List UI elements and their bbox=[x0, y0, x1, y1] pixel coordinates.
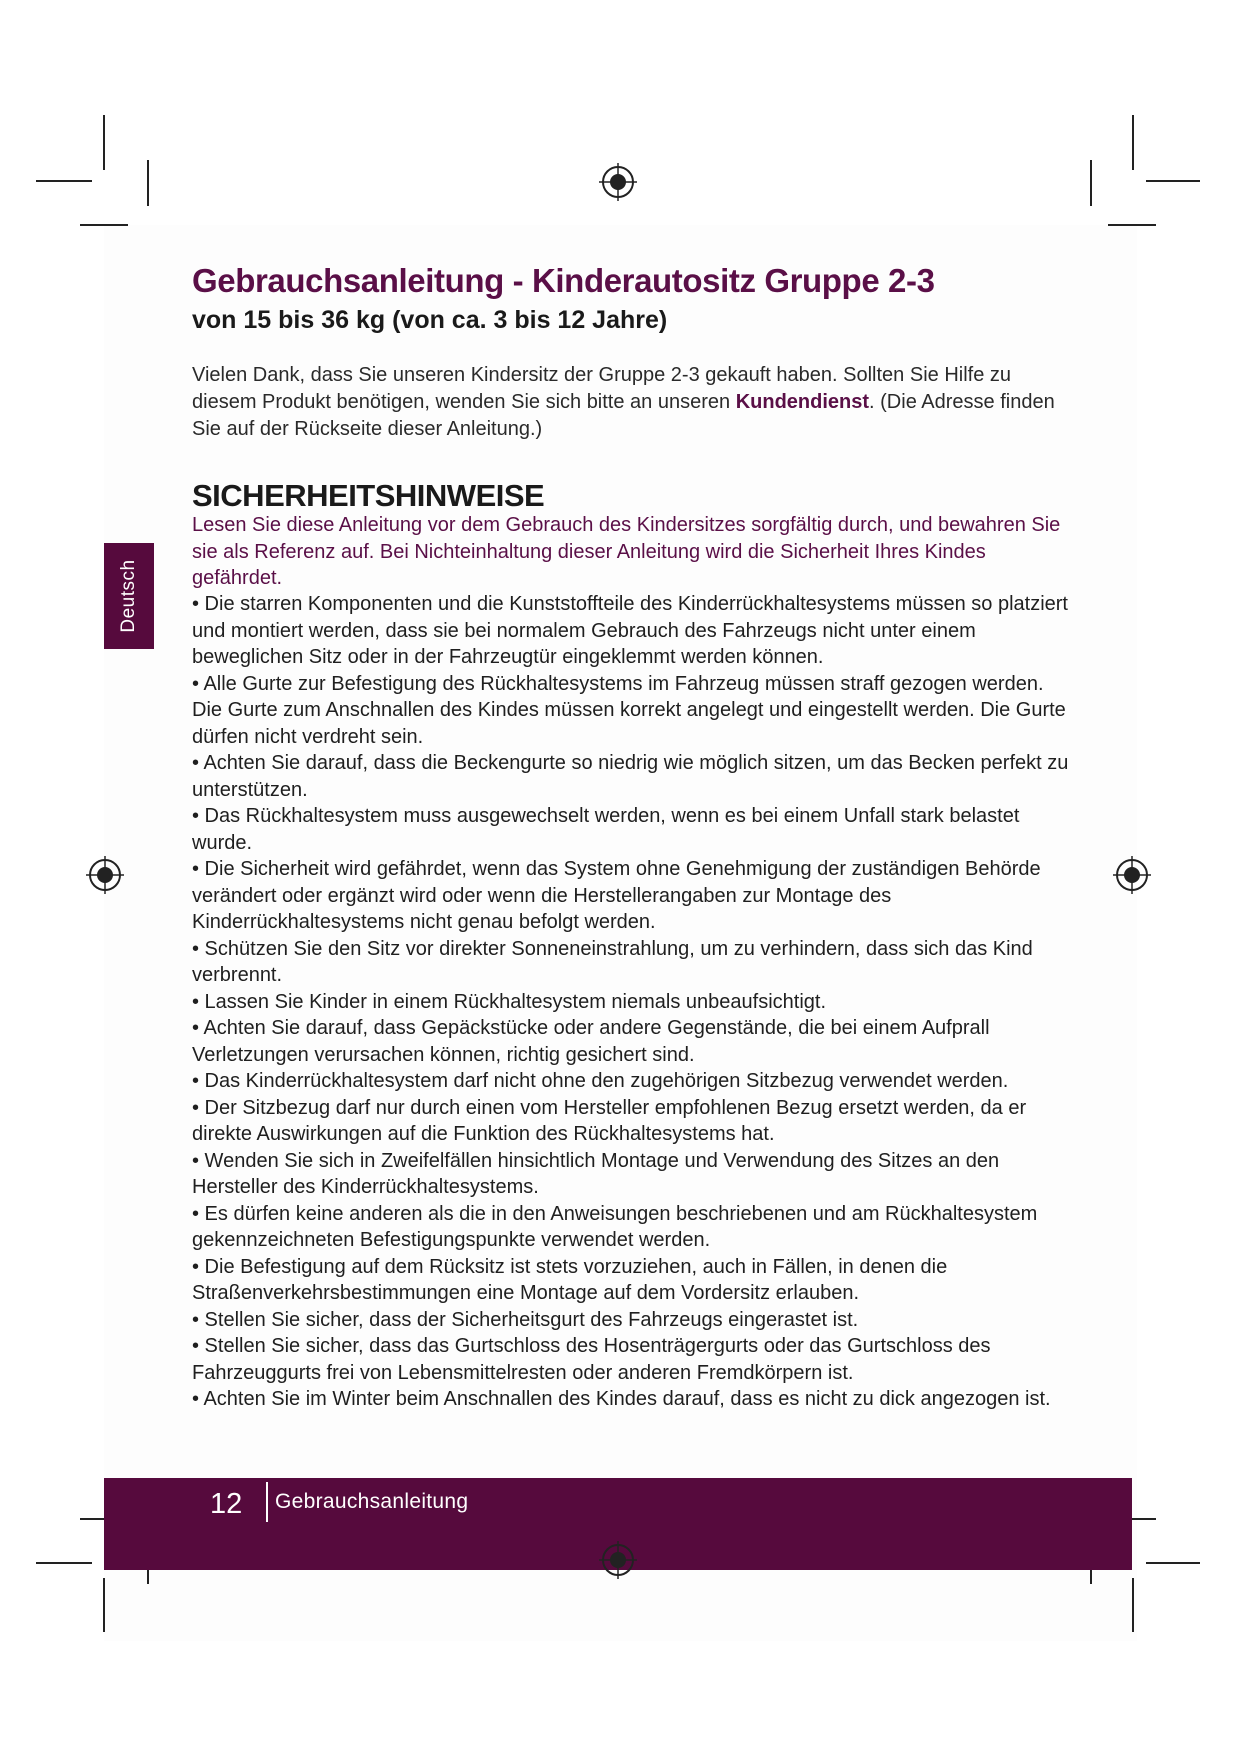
footer-divider bbox=[266, 1482, 268, 1522]
list-item: • Das Kinderrückhaltesystem darf nicht ohne den zugehörigen Sitzbezug verwendet werden. bbox=[192, 1070, 1009, 1092]
language-tab bbox=[104, 543, 154, 649]
list-item: • Stellen Sie sicher, dass das Gurtschloss des Hosenträgergurts oder das Gurtschloss des Fahrzeuggurts frei von Lebensmittelresten oder anderen Fremdkörpern ist. bbox=[192, 1335, 991, 1384]
crop-mark bbox=[1108, 224, 1156, 226]
crop-mark bbox=[36, 180, 92, 182]
list-item: • Achten Sie darauf, dass Gepäckstücke oder andere Gegenstände, die bei einem Aufprall Verletzungen verursachen können, richtig gesichert sind. bbox=[192, 1017, 990, 1066]
crop-mark bbox=[1146, 180, 1200, 182]
language-tab-label: Deutsch bbox=[118, 559, 139, 633]
list-item: • Achten Sie im Winter beim Anschnallen des Kindes darauf, dass es nicht zu dick angezogen ist. bbox=[192, 1388, 1051, 1410]
crop-mark bbox=[1090, 160, 1092, 206]
customer-service-link: Kundendienst bbox=[735, 391, 870, 413]
crop-mark bbox=[1132, 115, 1134, 170]
registration-mark-icon bbox=[1112, 855, 1152, 895]
registration-mark-icon bbox=[598, 1540, 638, 1580]
intro-paragraph bbox=[192, 362, 1072, 443]
list-item: • Die starren Komponenten und die Kunststoffteile des Kinderrückhaltesystems müssen so platziert und montiert werden, dass sie bei normalem Gebrauch des Fahrzeugs nicht unter einem beweglichen Sitz oder in der Fahrzeugtür eingeklemmt werden können. bbox=[192, 593, 1068, 668]
crop-mark bbox=[147, 160, 149, 206]
intro-text-end: . (Die Adresse finden Sie auf der Rückseite dieser Anleitung.) bbox=[192, 391, 1055, 440]
intro-text: Vielen Dank, dass Sie unseren Kindersitz der Gruppe 2-3 gekauft haben. Sollten Sie Hilfe zu diesem Produkt benötigen, wenden Sie sich bitte an unseren bbox=[192, 364, 1012, 413]
safety-heading: SICHERHEITSHINWEISE bbox=[192, 478, 545, 513]
list-item: • Die Sicherheit wird gefährdet, wenn das System ohne Genehmigung der zuständigen Behörde verändert oder ergänzt wird oder wenn die Herstellerangaben zur Montage des Kinderrückhaltesystems nicht genau befolgt werden. bbox=[192, 858, 1041, 933]
crop-mark bbox=[80, 224, 128, 226]
footer-label: Gebrauchsanleitung bbox=[275, 1490, 469, 1513]
list-item: • Die Befestigung auf dem Rücksitz ist stets vorzuziehen, auch in Fällen, in denen die Straßenverkehrsbestimmungen eine Montage auf dem Vordersitz erlauben. bbox=[192, 1255, 948, 1304]
list-item: • Achten Sie darauf, dass die Beckengurte so niedrig wie möglich sitzen, um das Becken perfekt zu unterstützen. bbox=[192, 752, 1069, 801]
crop-mark bbox=[1132, 1578, 1134, 1632]
list-item: • Wenden Sie sich in Zweifelfällen hinsichtlich Montage und Verwendung des Sitzes an den Hersteller des Kinderrückhaltesystems. bbox=[192, 1149, 1000, 1198]
registration-mark-icon bbox=[85, 855, 125, 895]
list-item: • Stellen Sie sicher, dass der Sicherheitsgurt des Fahrzeugs eingerastet ist. bbox=[192, 1308, 859, 1331]
safety-list bbox=[192, 591, 1072, 1413]
list-item: • Schützen Sie den Sitz vor direkter Sonneneinstrahlung, um zu verhindern, dass sich das Kind verbrennt. bbox=[192, 937, 1033, 986]
list-item: • Alle Gurte zur Befestigung des Rückhaltesystems im Fahrzeug müssen straff gezogen werden. Die Gurte zum Anschnallen des Kindes müssen korrekt angelegt und eingestellt werden. Die Gurte dürfen nicht verdreht sein. bbox=[192, 672, 1066, 748]
crop-mark bbox=[103, 1578, 105, 1632]
page-title: Gebrauchsanleitung - Kinderautositz Gruppe 2-3 bbox=[192, 262, 935, 299]
crop-mark bbox=[36, 1562, 92, 1564]
list-item: • Lassen Sie Kinder in einem Rückhaltesystem niemals unbeaufsichtigt. bbox=[192, 990, 826, 1013]
crop-mark bbox=[103, 115, 105, 170]
list-item: • Es dürfen keine anderen als die in den Anweisungen beschriebenen und am Rückhaltesystem gekennzeichneten Befestigungspunkte verwendet werden. bbox=[192, 1202, 1038, 1251]
list-item: • Der Sitzbezug darf nur durch einen vom Hersteller empfohlenen Bezug ersetzt werden, da er direkte Auswirkungen auf die Funktion des Rückhaltesystems hat. bbox=[192, 1096, 1027, 1145]
list-item: • Das Rückhaltesystem muss ausgewechselt werden, wenn es bei einem Unfall stark belastet wurde. bbox=[192, 805, 1020, 854]
page-number: 12 bbox=[210, 1488, 243, 1520]
safety-warning: Lesen Sie diese Anleitung vor dem Gebrauch des Kindersitzes sorgfältig durch, und bewahren Sie sie als Referenz auf. Bei Nichteinhaltung dieser Anleitung wird die Sicherheit Ihres Kindes gefährdet. bbox=[192, 514, 1061, 589]
page-subtitle: von 15 bis 36 kg (von ca. 3 bis 12 Jahre) bbox=[192, 306, 668, 334]
registration-mark-icon bbox=[598, 162, 638, 202]
crop-mark bbox=[1146, 1562, 1200, 1564]
